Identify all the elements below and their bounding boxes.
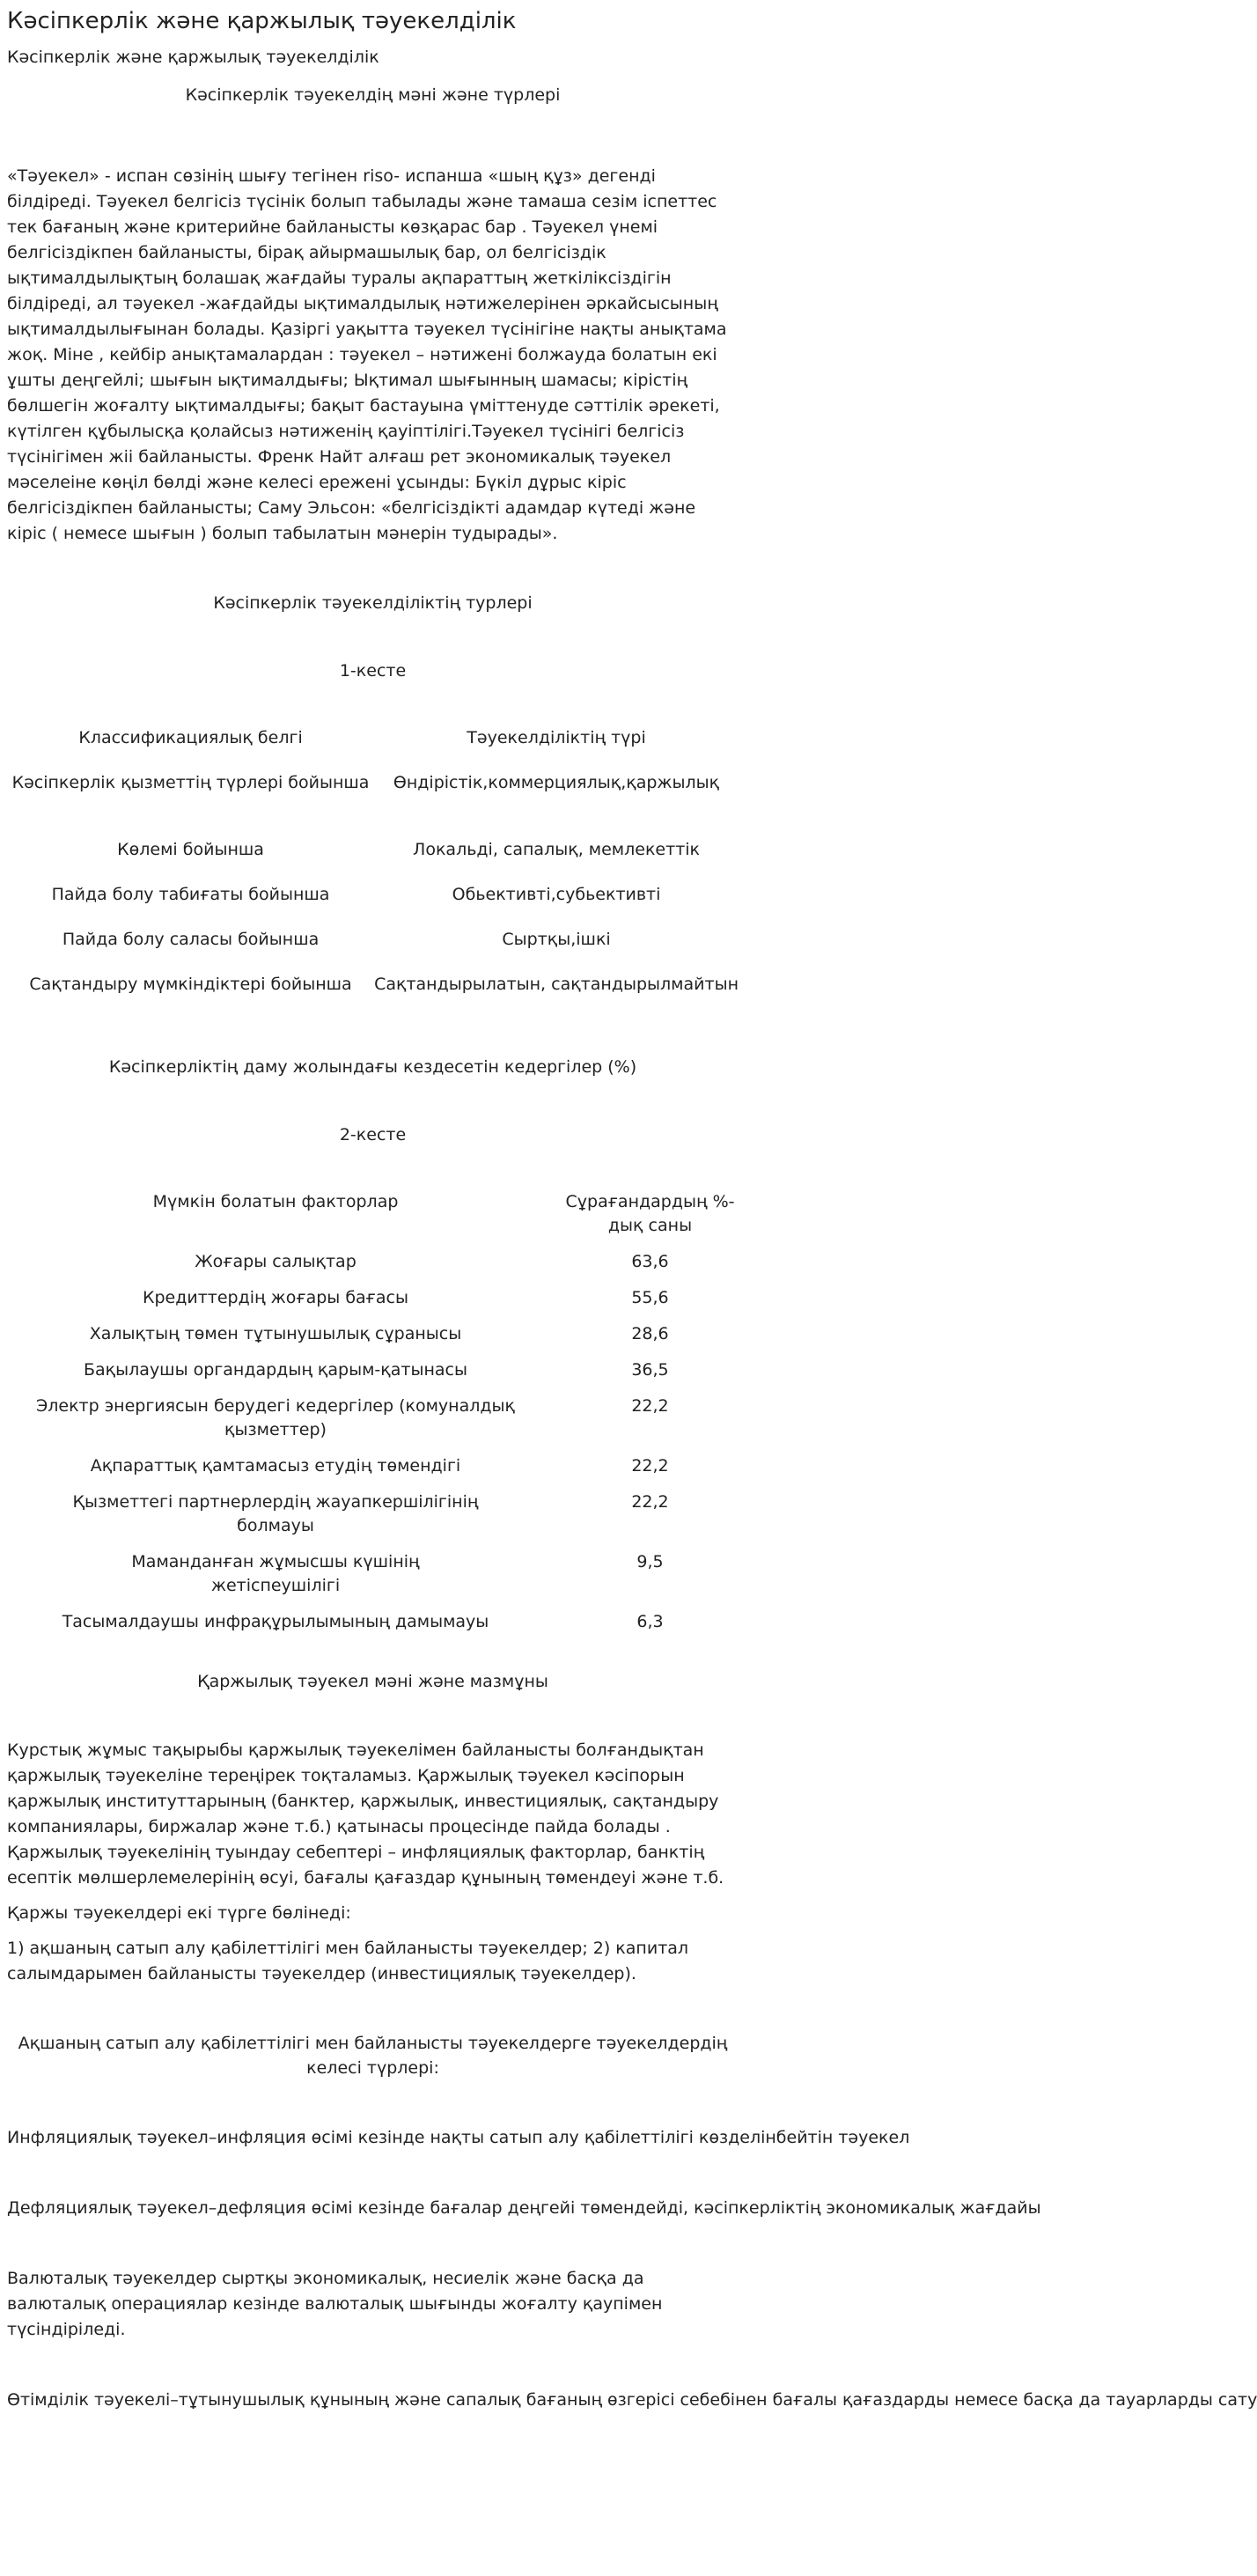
- table1-cell: Пайда болу табиғаты бойынша: [51, 885, 330, 904]
- table2-cell: 28,6: [631, 1324, 669, 1343]
- risk-type-item: Дефляциялық тәуекел–дефляция өсімі кезінде бағалар деңгейі төмендейді, кәсіпкерліктің экономикалық жағдайы: [7, 2198, 1041, 2218]
- section4-title: Қаржылық тәуекел мәні және мазмұны: [197, 1672, 548, 1691]
- table2-cell: Маманданған жұмысшы күшінің жетіспеушілігі: [131, 1552, 420, 1595]
- table2-header-cell: Сұрағандардың %- дық саны: [565, 1192, 735, 1235]
- section1-title: Кәсіпкерлік тәуекелдің мәні және түрлері: [185, 85, 561, 105]
- table1-cell: Сыртқы,ішкі: [502, 930, 611, 949]
- section4-paragraph: 1) ақшаның сатып алу қабілеттілігі мен байланысты тәуекелдер; 2) капитал салымдарымен байланысты тәуекелдер (инвестициялық тәуекелдер).: [7, 1939, 689, 1984]
- table1-row: [7, 795, 739, 862]
- table1-header-row: [7, 726, 739, 750]
- page-subtitle: Кәсіпкерлік және қаржылық тәуекелділік: [7, 48, 379, 67]
- table2-cell: Электр энергиясын берудегі кедергілер (комуналдық қызметтер): [35, 1396, 515, 1439]
- table1-cell: Кәсіпкерлік қызметтің түрлері бойынша: [11, 773, 370, 792]
- table2-row: [7, 1274, 739, 1310]
- section1-paragraph: «Тәуекел» - испан сөзінің шығу тегінен riso- испанша «шың құз» дегенді білдіреді. Тәуекел белгісіз түсінік болып табылады және тамаша сезім іспеттес тек бағаның және критерийне байланысты көзқарас бар . Тәуекел үнемі белгісіздікпен байланысты, бірақ айырмашылық бар, ол белгісіздік ықтималдылықтың болашақ жағдайы туралы ақпараттың жеткіліксіздігін білдіреді, ал тәуекел -жағдайды ықтималдылық нәтижелерінен әркайсысының ықтималдылығынан болады. Қазіргі уақытта тәуекел түсінігіне нақты анықтама жоқ. Міне , кейбір анықтамалардан : тәуекел – нәтижені болжауда болатын екі ұшты деңгейлі; шығын ықтималдығы; Ықтимал шығынның шамасы; кірістің бөлшегін жоғалту ықтималдығы; бақыт бастауына үміттенуде сәттілік әрекеті, күтілген құбылысқа қолайсыз нәтиженің қауіптілігі.Тәуекел түсінігі белгісіз түсінігімен жіі байланысты. Френк Найт алғаш рет экономикалық тәуекел мәселеіне көңіл бөлді және келесі ережені ұсынды: Бүкіл дұрыс кіріс белгісіздікпен байланысты; Саму Эльсон: «белгісіздікті адамдар күтеді және кіріс ( немесе шығын ) болып табылатын мәнерін тудырады».: [7, 166, 727, 543]
- table1-cell: Көлемі бойынша: [117, 840, 264, 859]
- table2-caption: 2-кесте: [339, 1125, 407, 1144]
- risk-type-item: Инфляциялық тәуекел–инфляция өсімі кезінде нақты сатып алу қабілеттілігі көзделінбейтін тәуекел: [7, 2128, 910, 2147]
- table2: [7, 1190, 739, 1634]
- table2-row: [7, 1346, 739, 1382]
- table1-cell: Өндірістік,коммерциялық,қаржылық: [393, 773, 720, 792]
- table1-row: [7, 952, 739, 997]
- table2-row: [7, 1238, 739, 1274]
- table2-cell: Кредиттердің жоғары бағасы: [143, 1288, 408, 1307]
- section3-title: Кәсіпкерліктің даму жолындағы кездесетін кедергілер (%): [108, 1057, 637, 1077]
- table2-cell: 63,6: [631, 1252, 669, 1271]
- table2-row: [7, 1310, 739, 1346]
- table1-cell: Сақтандырылатын, сақтандырылмайтын: [374, 975, 739, 994]
- section4-paragraph: Курстық жұмыс тақырыбы қаржылық тәуекелімен байланысты болғандықтан қаржылық тәуекеліне тереңірек тоқталамыз. Қаржылық тәуекел кәсіпорын қаржылық институттарының (банктер, қаржылық, инвестициялық, сақтандыру компаниялары, биржалар және т.б.) қатынасы процесінде пайда болады . Қаржылық тәуекелінің туындау себептері – инфляциялық факторлар, банктің есептік мөлшерлемелерінің өсуі, бағалы қағаздар құнының төмендеуі және т.б.: [7, 1741, 724, 1888]
- table2-cell: 6,3: [636, 1612, 664, 1631]
- table2-cell: Бақылаушы органдардың қарым-қатынасы: [84, 1360, 467, 1380]
- table1-cell: Пайда болу саласы бойынша: [62, 930, 320, 949]
- table2-cell: 55,6: [631, 1288, 669, 1307]
- section4-subtitle: Ақшаның сатып алу қабілеттілігі мен байланысты тәуекелдерге тәуекелдердің келесі түрлері:: [18, 2034, 728, 2078]
- page-title: Кәсіпкерлік және қаржылық тәуекелділік: [7, 8, 517, 34]
- table2-cell: 22,2: [631, 1396, 669, 1416]
- table1-row: [7, 750, 739, 795]
- table2-cell: Қызметтегі партнерлердің жауапкершілігінің болмауы: [72, 1492, 479, 1535]
- table1-row: [7, 862, 739, 907]
- table2-cell: 22,2: [631, 1492, 669, 1512]
- section2-title: Кәсіпкерлік тәуекелділіктің турлері: [213, 593, 533, 613]
- table1-header-cell: Тәуекелділіктің түрі: [467, 728, 646, 747]
- table2-row: [7, 1382, 739, 1442]
- risk-type-item: Валюталық тәуекелдер сыртқы экономикалық, несиелік және басқа да валюталық операциялар кезінде валюталық шығынды жоғалту қаупімен түсіндіріледі.: [7, 2269, 663, 2339]
- table1-cell: Сақтандыру мүмкіндіктері бойынша: [29, 975, 352, 994]
- table1: [7, 726, 739, 997]
- table2-cell: 22,2: [631, 1456, 669, 1476]
- table2-header-row: [7, 1190, 739, 1238]
- risk-type-item: Өтімділік тәуекелі–тұтынушылық құнының және сапалық бағаның өзгерісі себебінен бағалы қағаздарды немесе басқа да тауарларды сату: [7, 2390, 1257, 2410]
- table2-cell: Тасымалдаушы инфрақұрылымының дамымауы: [62, 1612, 489, 1631]
- table2-row: [7, 1442, 739, 1478]
- table2-row: [7, 1598, 739, 1634]
- table2-cell: Халықтың төмен тұтынушылық сұранысы: [89, 1324, 462, 1343]
- section4-paragraph: Қаржы тәуекелдері екі түрге бөлінеді:: [7, 1903, 351, 1923]
- table1-row: [7, 907, 739, 952]
- table1-caption: 1-кесте: [339, 661, 407, 681]
- table2-cell: 9,5: [636, 1552, 664, 1571]
- table2-cell: Ақпараттық қамтамасыз етудің төмендігі: [90, 1456, 461, 1476]
- table2-row: [7, 1478, 739, 1538]
- table2-cell: Жоғары салықтар: [195, 1252, 357, 1271]
- table2-header-cell: Мүмкін болатын факторлар: [152, 1192, 399, 1211]
- table1-header-cell: Классификациялық белгі: [78, 728, 303, 747]
- table2-cell: 36,5: [631, 1360, 669, 1380]
- document-page: [0, 7, 1257, 2413]
- table1-cell: Локальді, сапалық, мемлекеттік: [413, 840, 701, 859]
- table2-row: [7, 1538, 739, 1598]
- table1-cell: Обьективті,субьективті: [452, 885, 661, 904]
